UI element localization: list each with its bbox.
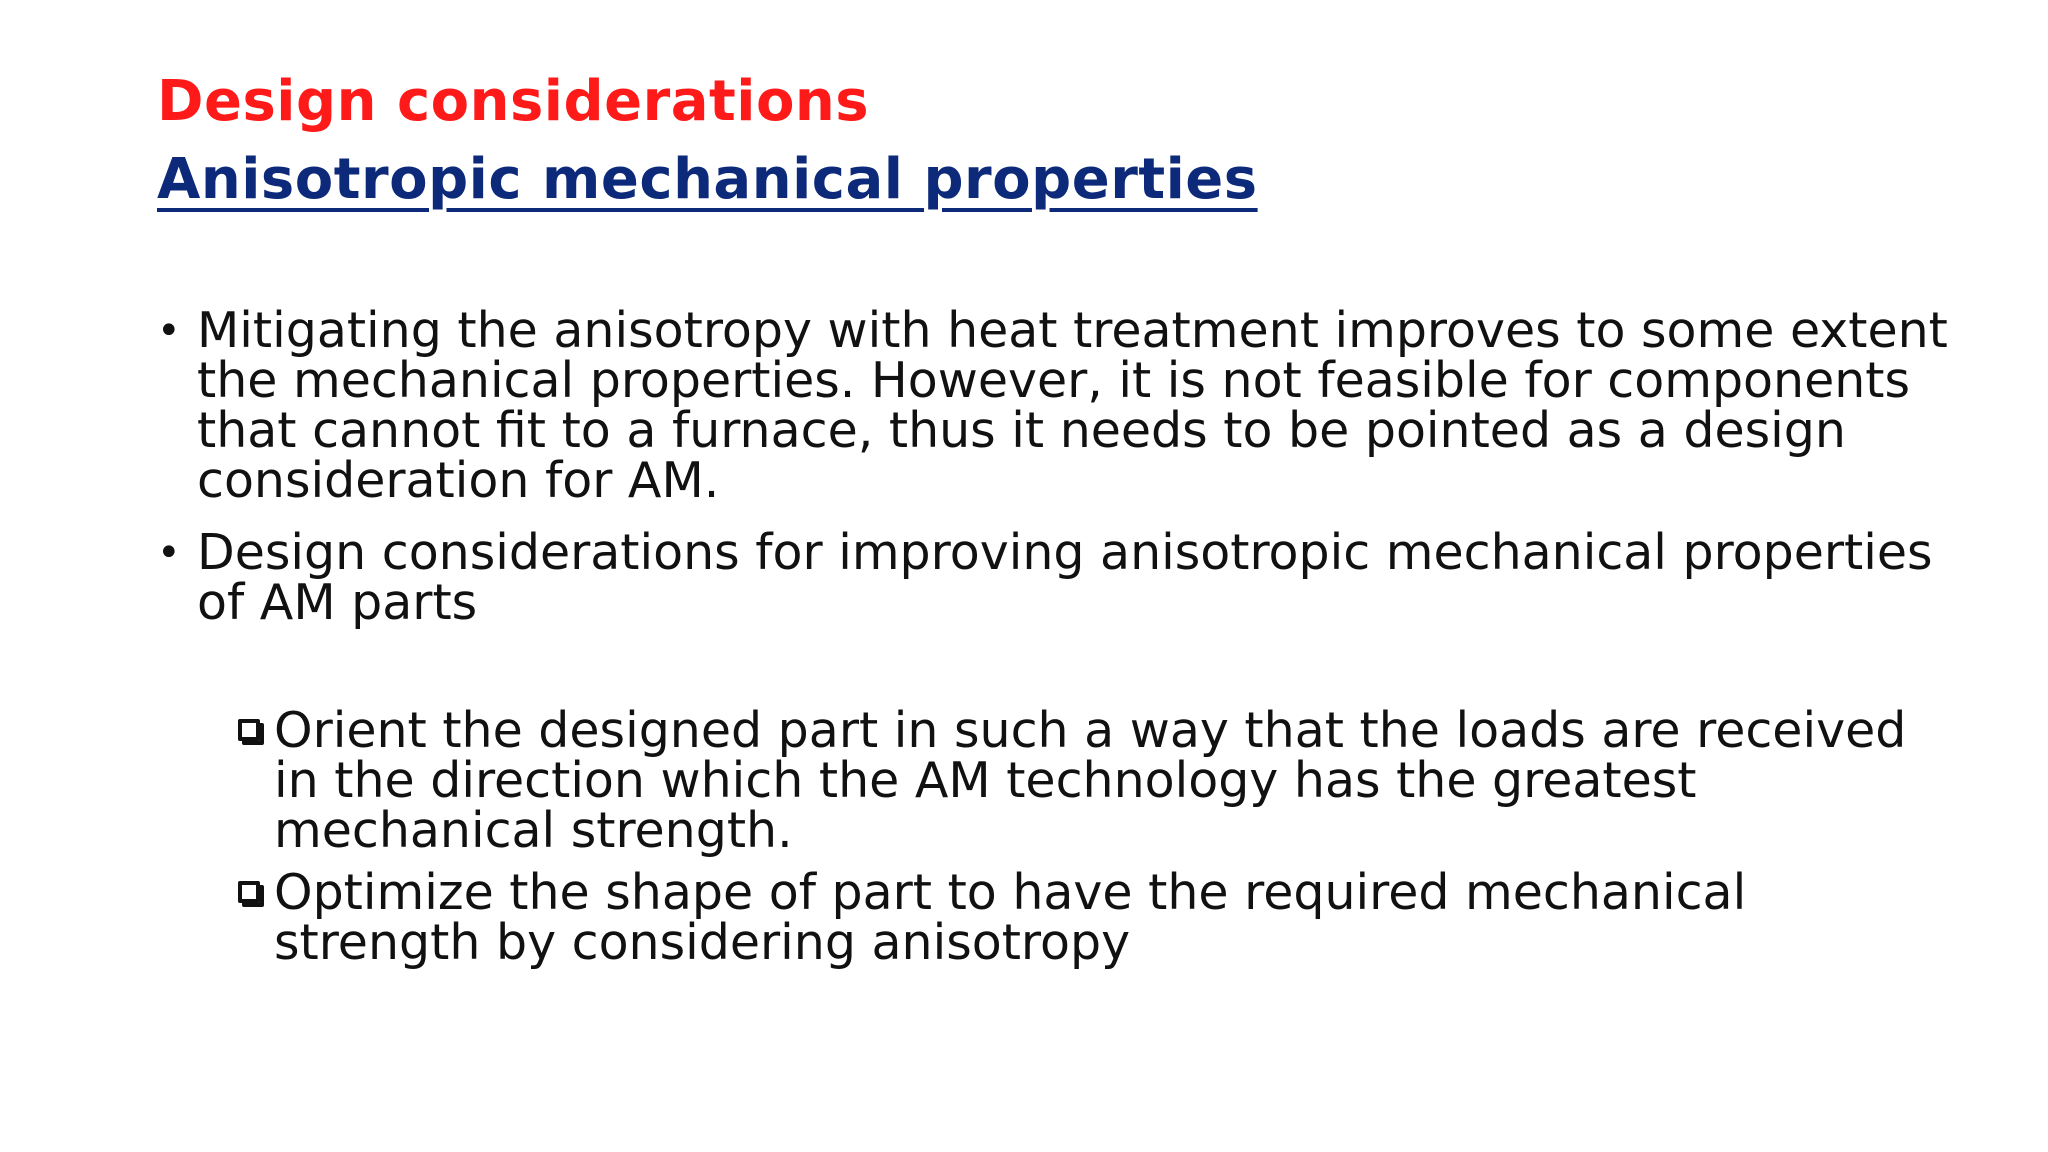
sub-bullet-item <box>238 702 1938 859</box>
sub-bullet-text: Optimize the shape of part to have the required mechanical strength by considering anisotropy <box>274 864 1747 971</box>
slide-subtitle: Anisotropic mechanical properties <box>157 147 1258 212</box>
sub-bullet-list <box>238 702 1938 980</box>
bullet-text: Mitigating the anisotropy with heat treatment improves to some extent the mechanical properties. However, it is not feasible for components that cannot fit to a furnace, thus it needs to be pointed as a design consideration for AM. <box>197 302 1948 509</box>
bullet-item <box>157 302 1987 509</box>
bullet-dot-icon: • <box>157 530 181 576</box>
bullet-item <box>157 524 1987 631</box>
checkbox-square-icon <box>238 719 260 741</box>
slide-title: Design considerations <box>157 69 870 134</box>
bullet-list <box>157 302 1987 650</box>
checkbox-square-icon <box>238 881 260 903</box>
sub-bullet-item <box>238 864 1938 971</box>
bullet-text: Design considerations for improving anisotropic mechanical properties of AM parts <box>197 524 1933 631</box>
sub-bullet-text: Orient the designed part in such a way that the loads are received in the direction which the AM technology has the greatest mechanical strength. <box>274 702 1907 859</box>
bullet-dot-icon: • <box>157 308 181 354</box>
